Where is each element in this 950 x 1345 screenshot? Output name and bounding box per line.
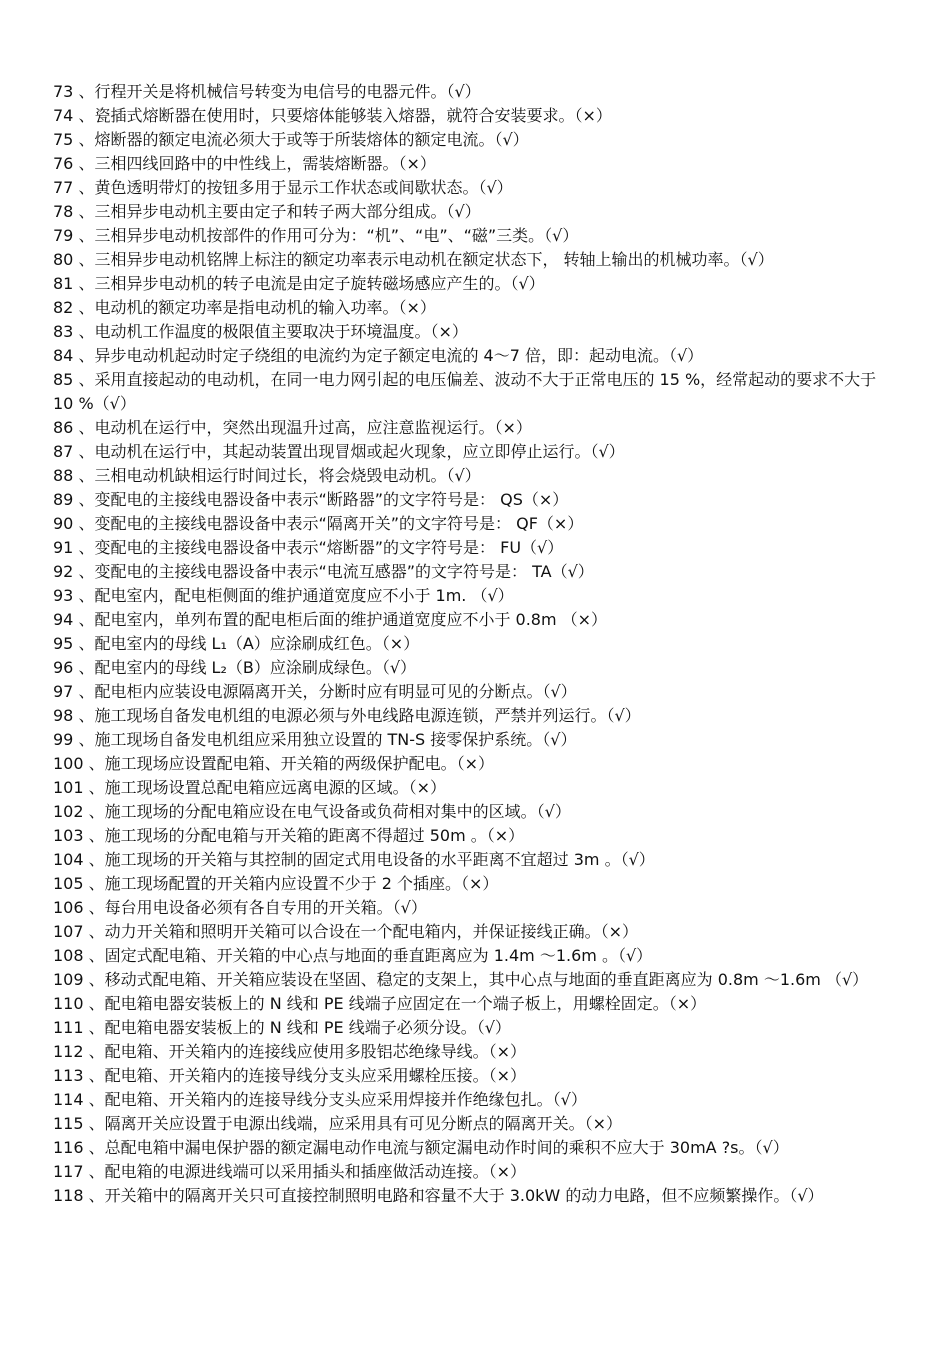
list-item: 82 、电动机的额定功率是指电动机的输入功率。（×） xyxy=(53,298,436,317)
list-item: 113 、配电箱、开关箱内的连接导线分支头应采用螺栓压接。（×） xyxy=(53,1066,527,1085)
list-item: 114 、配电箱、开关箱内的连接导线分支头应采用焊接并作绝缘包扎。（√） xyxy=(53,1090,587,1109)
list-item: 87 、电动机在运行中，其起动装置出现冒烟或起火现象，应立即停止运行。（√） xyxy=(53,442,625,461)
list-item: 80 、三相异步电动机铭牌上标注的额定功率表示电动机在额定状态下， 转轴上输出的机械功率。（√） xyxy=(53,250,774,269)
list-item: 93 、配电室内，配电柜侧面的维护通道宽度应不小于 1m. （√） xyxy=(53,586,514,605)
list-item: 103 、施工现场的分配电箱与开关箱的距离不得超过 50m 。（×） xyxy=(53,826,525,845)
list-item: 98 、施工现场自备发电机组的电源必须与外电线路电源连锁，严禁并列运行。（√） xyxy=(53,706,641,725)
list-item: 74 、瓷插式熔断器在使用时，只要熔体能够装入熔器，就符合安装要求。（×） xyxy=(53,106,612,125)
list-item: 118 、开关箱中的隔离开关只可直接控制照明电路和容量不大于 3.0kW 的动力电路，但不应频繁操作。（√） xyxy=(53,1186,824,1205)
list-item: 90 、变配电的主接线电器设备中表示“隔离开关”的文字符号是： QF（×） xyxy=(53,514,584,533)
list-item: 83 、电动机工作温度的极限值主要取决于环境温度。（×） xyxy=(53,322,468,341)
list-item: 107 、动力开关箱和照明开关箱可以合设在一个配电箱内，并保证接线正确。（×） xyxy=(53,922,639,941)
list-item: 76 、三相四线回路中的中性线上，需装熔断器。（×） xyxy=(53,154,436,173)
list-item: 110 、配电箱电器安装板上的 N 线和 PE 线端子应固定在一个端子板上，用螺栓固定。（×） xyxy=(53,994,707,1013)
list-item: 116 、总配电箱中漏电保护器的额定漏电动作电流与额定漏电动作时间的乘积不应大于 30mA ?s。（√） xyxy=(53,1138,789,1157)
list-item: 92 、变配电的主接线电器设备中表示“电流互感器”的文字符号是： TA（√） xyxy=(53,562,594,581)
list-item: 73 、行程开关是将机械信号转变为电信号的电器元件。（√） xyxy=(53,82,481,101)
list-item: 102 、施工现场的分配电箱应设在电气设备或负荷相对集中的区域。（√） xyxy=(53,802,571,821)
list-item: 94 、配电室内，单列布置的配电柜后面的维护通道宽度应不小于 0.8m （×） xyxy=(53,610,608,629)
list-item: 85 、采用直接起动的电动机，在同一电力网引起的电压偏差、波动不大于正常电压的 15 %，经常起动的要求不大于 10 %（√） xyxy=(53,370,877,413)
list-item: 84 、异步电动机起动时定子绕组的电流约为定子额定电流的 4～7 倍，即：起动电流。（√） xyxy=(53,346,704,365)
list-item: 86 、电动机在运行中，突然出现温升过高，应注意监视运行。（×） xyxy=(53,418,532,437)
list-item: 109 、移动式配电箱、开关箱应装设在坚固、稳定的支架上，其中心点与地面的垂直距离应为 0.8m ～1.6m （√） xyxy=(53,970,869,989)
list-item: 77 、黄色透明带灯的按钮多用于显示工作状态或间歇状态。（√） xyxy=(53,178,513,197)
list-item: 112 、配电箱、开关箱内的连接线应使用多股铝芯绝缘导线。（×） xyxy=(53,1042,527,1061)
list-item: 88 、三相电动机缺相运行时间过长，将会烧毁电动机。（√） xyxy=(53,466,481,485)
list-item: 97 、配电柜内应装设电源隔离开关，分断时应有明显可见的分断点。（√） xyxy=(53,682,577,701)
list-item: 101 、施工现场设置总配电箱应远离电源的区域。（×） xyxy=(53,778,447,797)
list-item: 79 、三相异步电动机按部件的作用可分为：“机”、“电”、“磁”三类。（√） xyxy=(53,226,579,245)
list-item: 96 、配电室内的母线 L₂（B）应涂刷成绿色。（√） xyxy=(53,658,417,677)
list-item: 89 、变配电的主接线电器设备中表示“断路器”的文字符号是： QS（×） xyxy=(53,490,569,509)
list-item: 100 、施工现场应设置配电箱、开关箱的两级保护配电。（×） xyxy=(53,754,495,773)
list-item: 117 、配电箱的电源进线端可以采用插头和插座做活动连接。（×） xyxy=(53,1162,527,1181)
list-item: 78 、三相异步电动机主要由定子和转子两大部分组成。（√） xyxy=(53,202,481,221)
list-item: 95 、配电室内的母线 L₁（A）应涂刷成红色。（×） xyxy=(53,634,420,653)
list-item: 91 、变配电的主接线电器设备中表示“熔断器”的文字符号是： FU（√） xyxy=(53,538,564,557)
list-item: 115 、隔离开关应设置于电源出线端，应采用具有可见分断点的隔离开关。（×） xyxy=(53,1114,623,1133)
list-item: 99 、施工现场自备发电机组应采用独立设置的 TN-S 接零保护系统。（√） xyxy=(53,730,577,749)
list-item: 105 、施工现场配置的开关箱内应设置不少于 2 个插座。（×） xyxy=(53,874,499,893)
list-item: 81 、三相异步电动机的转子电流是由定子旋转磁场感应产生的。（√） xyxy=(53,274,545,293)
list-item: 75 、熔断器的额定电流必须大于或等于所装熔体的额定电流。（√） xyxy=(53,130,529,149)
question-list xyxy=(53,80,883,1208)
list-item: 104 、施工现场的开关箱与其控制的固定式用电设备的水平距离不宜超过 3m 。（√） xyxy=(53,850,655,869)
list-item: 108 、固定式配电箱、开关箱的中心点与地面的垂直距离应为 1.4m ～1.6m 。（√） xyxy=(53,946,653,965)
list-item: 106 、每台用电设备必须有各自专用的开关箱。（√） xyxy=(53,898,427,917)
list-item: 111 、配电箱电器安装板上的 N 线和 PE 线端子必须分设。（√） xyxy=(53,1018,511,1037)
